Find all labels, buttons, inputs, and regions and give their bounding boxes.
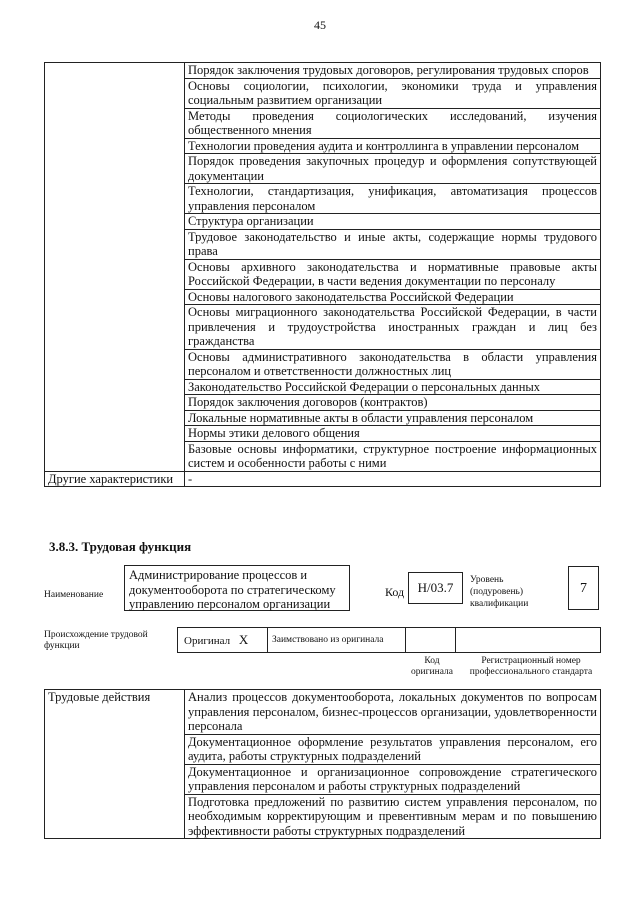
knowledge-item: Основы миграционного законодательства Российской Федерации, в части привлечения и трудоустройства иностранных граждан и лиц без гражданства — [185, 305, 601, 350]
level-label: Уровень (подуровень) квалификации — [470, 575, 529, 609]
regnum-caption: Регистрационный номер профессионального стандарта — [469, 656, 593, 677]
page-number: 45 — [314, 18, 326, 32]
other-characteristics-label: Другие характеристики — [45, 471, 185, 487]
knowledge-item: Структура организации — [185, 214, 601, 230]
knowledge-item: Законодательство Российской Федерации о персональных данных — [185, 379, 601, 395]
origin-label: Происхождение трудовой функции — [44, 630, 148, 651]
knowledge-item: Технологии проведения аудита и контроллинга в управлении персоналом — [185, 138, 601, 154]
other-characteristics-value: - — [185, 471, 601, 487]
borrowed-label: Заимствовано из оригинала — [268, 628, 406, 652]
original-label: Оригинал — [184, 635, 231, 647]
knowledge-item: Порядок проведения закупочных процедур и оформления сопутствующей документации — [185, 154, 601, 184]
code-caption: Код оригинала — [411, 656, 453, 677]
knowledge-item: Основы архивного законодательства и нормативные правовые акты Российской Федерации, в части ведения документации по персоналу — [185, 259, 601, 289]
action-item: Документационное и организационное сопровождение стратегического управления персоналом и работы структурных подразделений — [185, 764, 601, 794]
origin-regnum-cell — [456, 628, 600, 652]
knowledge-item: Основы административного законодательства в области управления персоналом и ответственности должностных лиц — [185, 349, 601, 379]
knowledge-item: Основы социологии, психологии, экономики труда и управления социальным развитием организации — [185, 78, 601, 108]
section-heading: 3.8.3. Трудовая функция — [49, 539, 192, 554]
origin-original-cell — [178, 628, 268, 652]
function-code-box: H/03.7 — [408, 572, 463, 604]
knowledge-table — [44, 62, 601, 487]
knowledge-item: Методы проведения социологических исследований, изучения общественного мнения — [185, 108, 601, 138]
function-name-box: Администрирование процессов и документооборота по стратегическому управлению персоналом организации — [124, 565, 350, 611]
action-item: Документационное оформление результатов управления персоналом, его аудита, работы структурных подразделений — [185, 734, 601, 764]
knowledge-item: Порядок заключения трудовых договоров, регулирования трудовых споров — [185, 63, 601, 79]
knowledge-item: Основы налогового законодательства Российской Федерации — [185, 289, 601, 305]
origin-code-cell — [406, 628, 456, 652]
level-value-box: 7 — [568, 566, 599, 610]
knowledge-item: Локальные нормативные акты в области управления персоналом — [185, 410, 601, 426]
action-item: Подготовка предложений по развитию систем управления персоналом, по необходимым корректирующим и превентивным мерам и по повышению эффективности работы структурных подразделений — [185, 794, 601, 839]
knowledge-label-cell — [45, 63, 185, 472]
original-mark: X — [238, 632, 249, 647]
name-label: Наименование — [44, 590, 104, 600]
origin-table — [177, 627, 601, 653]
knowledge-item: Технологии, стандартизация, унификация, автоматизация процессов управления персоналом — [185, 184, 601, 214]
actions-table — [44, 689, 601, 839]
knowledge-item: Нормы этики делового общения — [185, 426, 601, 442]
knowledge-item: Трудовое законодательство и иные акты, содержащие нормы трудового права — [185, 229, 601, 259]
action-item: Анализ процессов документооборота, локальных документов по вопросам управления персоналом, бизнес-процессов организации, удовлетворенности персонала — [185, 690, 601, 735]
knowledge-item: Базовые основы информатики, структурное построение информационных систем и особенности работы с ними — [185, 441, 601, 471]
code-label: Код — [385, 585, 405, 599]
actions-label: Трудовые действия — [45, 690, 185, 839]
knowledge-item: Порядок заключения договоров (контрактов) — [185, 395, 601, 411]
